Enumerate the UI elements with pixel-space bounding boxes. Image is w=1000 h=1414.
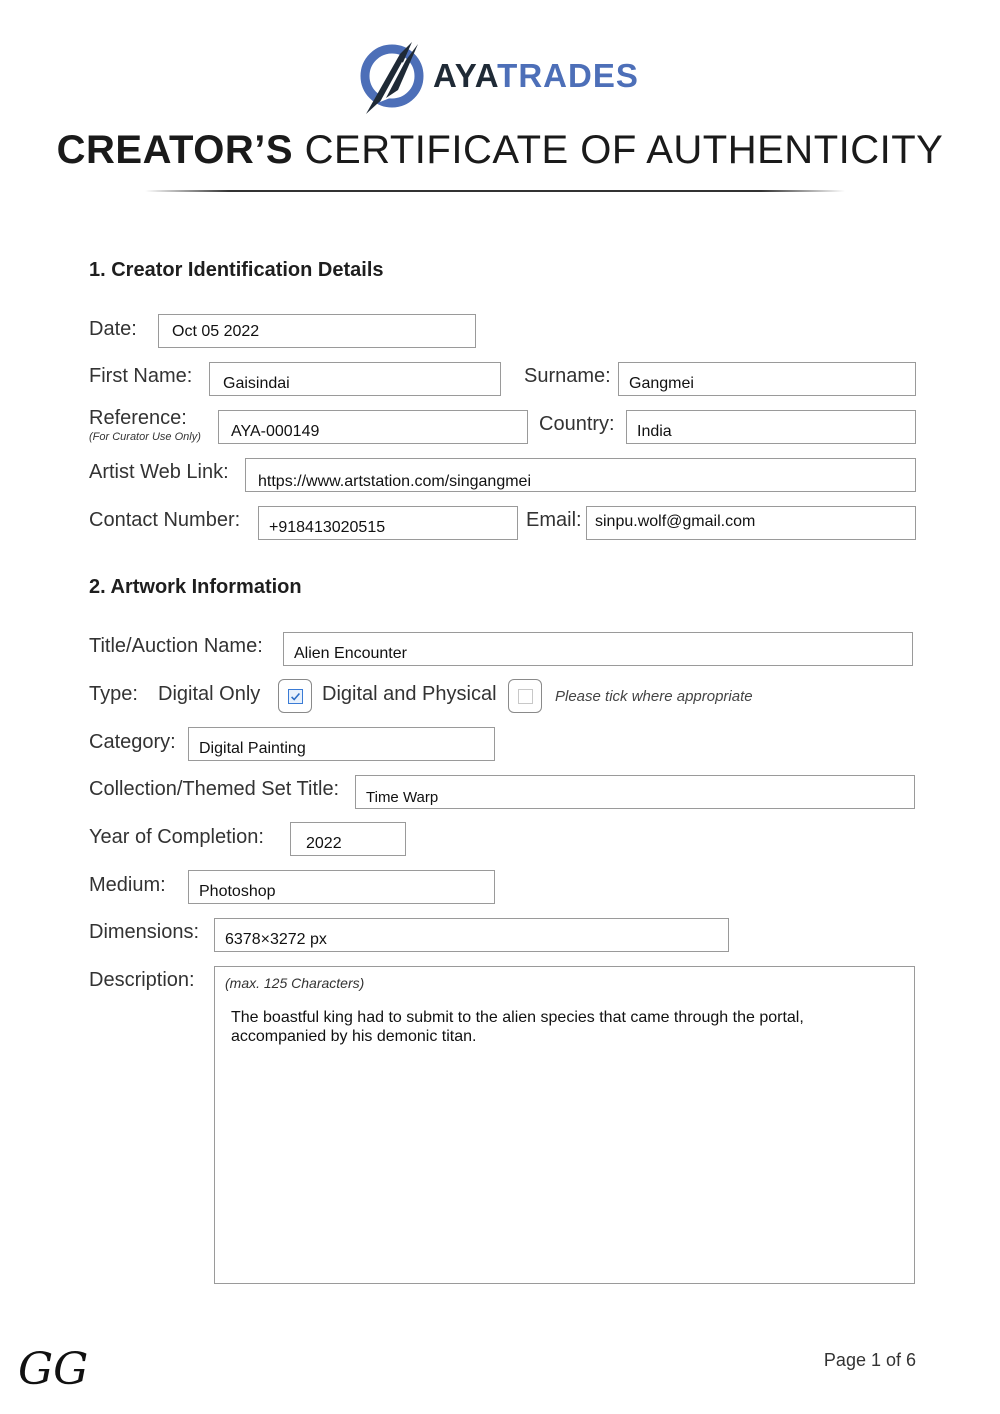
dimensions-label: Dimensions:: [89, 921, 200, 943]
signature-text: GG: [18, 1344, 89, 1395]
brand-name: [433, 57, 639, 95]
country-field[interactable]: [626, 410, 916, 444]
weblink-label: Artist Web Link:: [89, 461, 229, 483]
digital-only-checkbox[interactable]: [278, 679, 312, 713]
type-option-digital-only-label: Digital Only: [158, 683, 261, 705]
surname-label: Surname:: [524, 365, 611, 387]
title-auction-field[interactable]: [283, 632, 913, 666]
country-label: Country:: [539, 413, 615, 435]
description-field[interactable]: [214, 966, 915, 1284]
category-label: Category:: [89, 731, 176, 753]
brand-name-aya: AYA: [433, 57, 498, 94]
page-title-bold: CREATOR’S: [56, 128, 294, 172]
year-label: Year of Completion:: [89, 826, 264, 848]
contact-label: Contact Number:: [89, 509, 241, 531]
reference-field[interactable]: [218, 410, 528, 444]
dimensions-field[interactable]: [214, 918, 729, 952]
category-field[interactable]: [188, 727, 495, 761]
collection-field[interactable]: [355, 775, 915, 809]
checkmark-icon: [288, 689, 303, 704]
medium-field[interactable]: [188, 870, 495, 904]
brand-name-trades: TRADES: [497, 57, 639, 94]
description-hint: (max. 125 Characters): [225, 975, 365, 991]
section-2-heading: 2. Artwork Information: [89, 576, 302, 598]
section-1-heading: 1. Creator Identification Details: [89, 259, 384, 281]
first-name-label: First Name:: [89, 365, 193, 387]
first-name-field[interactable]: [209, 362, 501, 396]
first-name-value: Gaisindai: [223, 375, 290, 392]
contact-value: +918413020515: [269, 519, 386, 536]
signature-initials: [16, 1338, 106, 1398]
medium-value: Photoshop: [199, 883, 276, 900]
title-divider: [145, 190, 845, 192]
date-value: Oct 05 2022: [172, 323, 260, 340]
empty-checkbox-icon: [518, 689, 533, 704]
category-value: Digital Painting: [199, 740, 306, 757]
reference-label: Reference:: [89, 407, 187, 429]
type-label: Type:: [89, 683, 138, 705]
type-hint: Please tick where appropriate: [555, 688, 753, 705]
title-auction-label: Title/Auction Name:: [89, 635, 263, 657]
email-label: Email:: [526, 509, 582, 531]
date-label: Date:: [89, 318, 137, 340]
year-value: 2022: [306, 835, 342, 852]
contact-field[interactable]: [258, 506, 518, 540]
page-number: Page 1 of 6: [823, 1350, 916, 1370]
dimensions-value: 6378×3272 px: [225, 931, 327, 948]
page-title: [0, 128, 1000, 173]
collection-label: Collection/Themed Set Title:: [89, 778, 340, 800]
country-value: India: [637, 423, 672, 440]
page-title-rest: CERTIFICATE OF AUTHENTICITY: [304, 128, 944, 172]
weblink-field[interactable]: [245, 458, 916, 492]
digital-physical-checkbox[interactable]: [508, 679, 542, 713]
email-value: sinpu.wolf@gmail.com: [595, 513, 756, 530]
surname-value: Gangmei: [629, 375, 694, 392]
reference-sublabel: (For Curator Use Only): [89, 431, 201, 443]
date-field[interactable]: [158, 314, 476, 348]
title-auction-value: Alien Encounter: [294, 645, 407, 662]
year-field[interactable]: [290, 822, 406, 856]
reference-value: AYA-000149: [231, 423, 320, 440]
weblink-value: https://www.artstation.com/singangmei: [258, 473, 532, 490]
description-value: The boastful king had to submit to the alien species that came through the portal, accompanied by his demonic titan.: [231, 1009, 804, 1045]
email-field[interactable]: [586, 506, 916, 540]
type-option-digital-physical-label: Digital and Physical: [322, 683, 497, 705]
collection-value: Time Warp: [366, 789, 439, 806]
medium-label: Medium:: [89, 874, 166, 896]
description-label: Description:: [89, 969, 195, 991]
surname-field[interactable]: [618, 362, 916, 396]
